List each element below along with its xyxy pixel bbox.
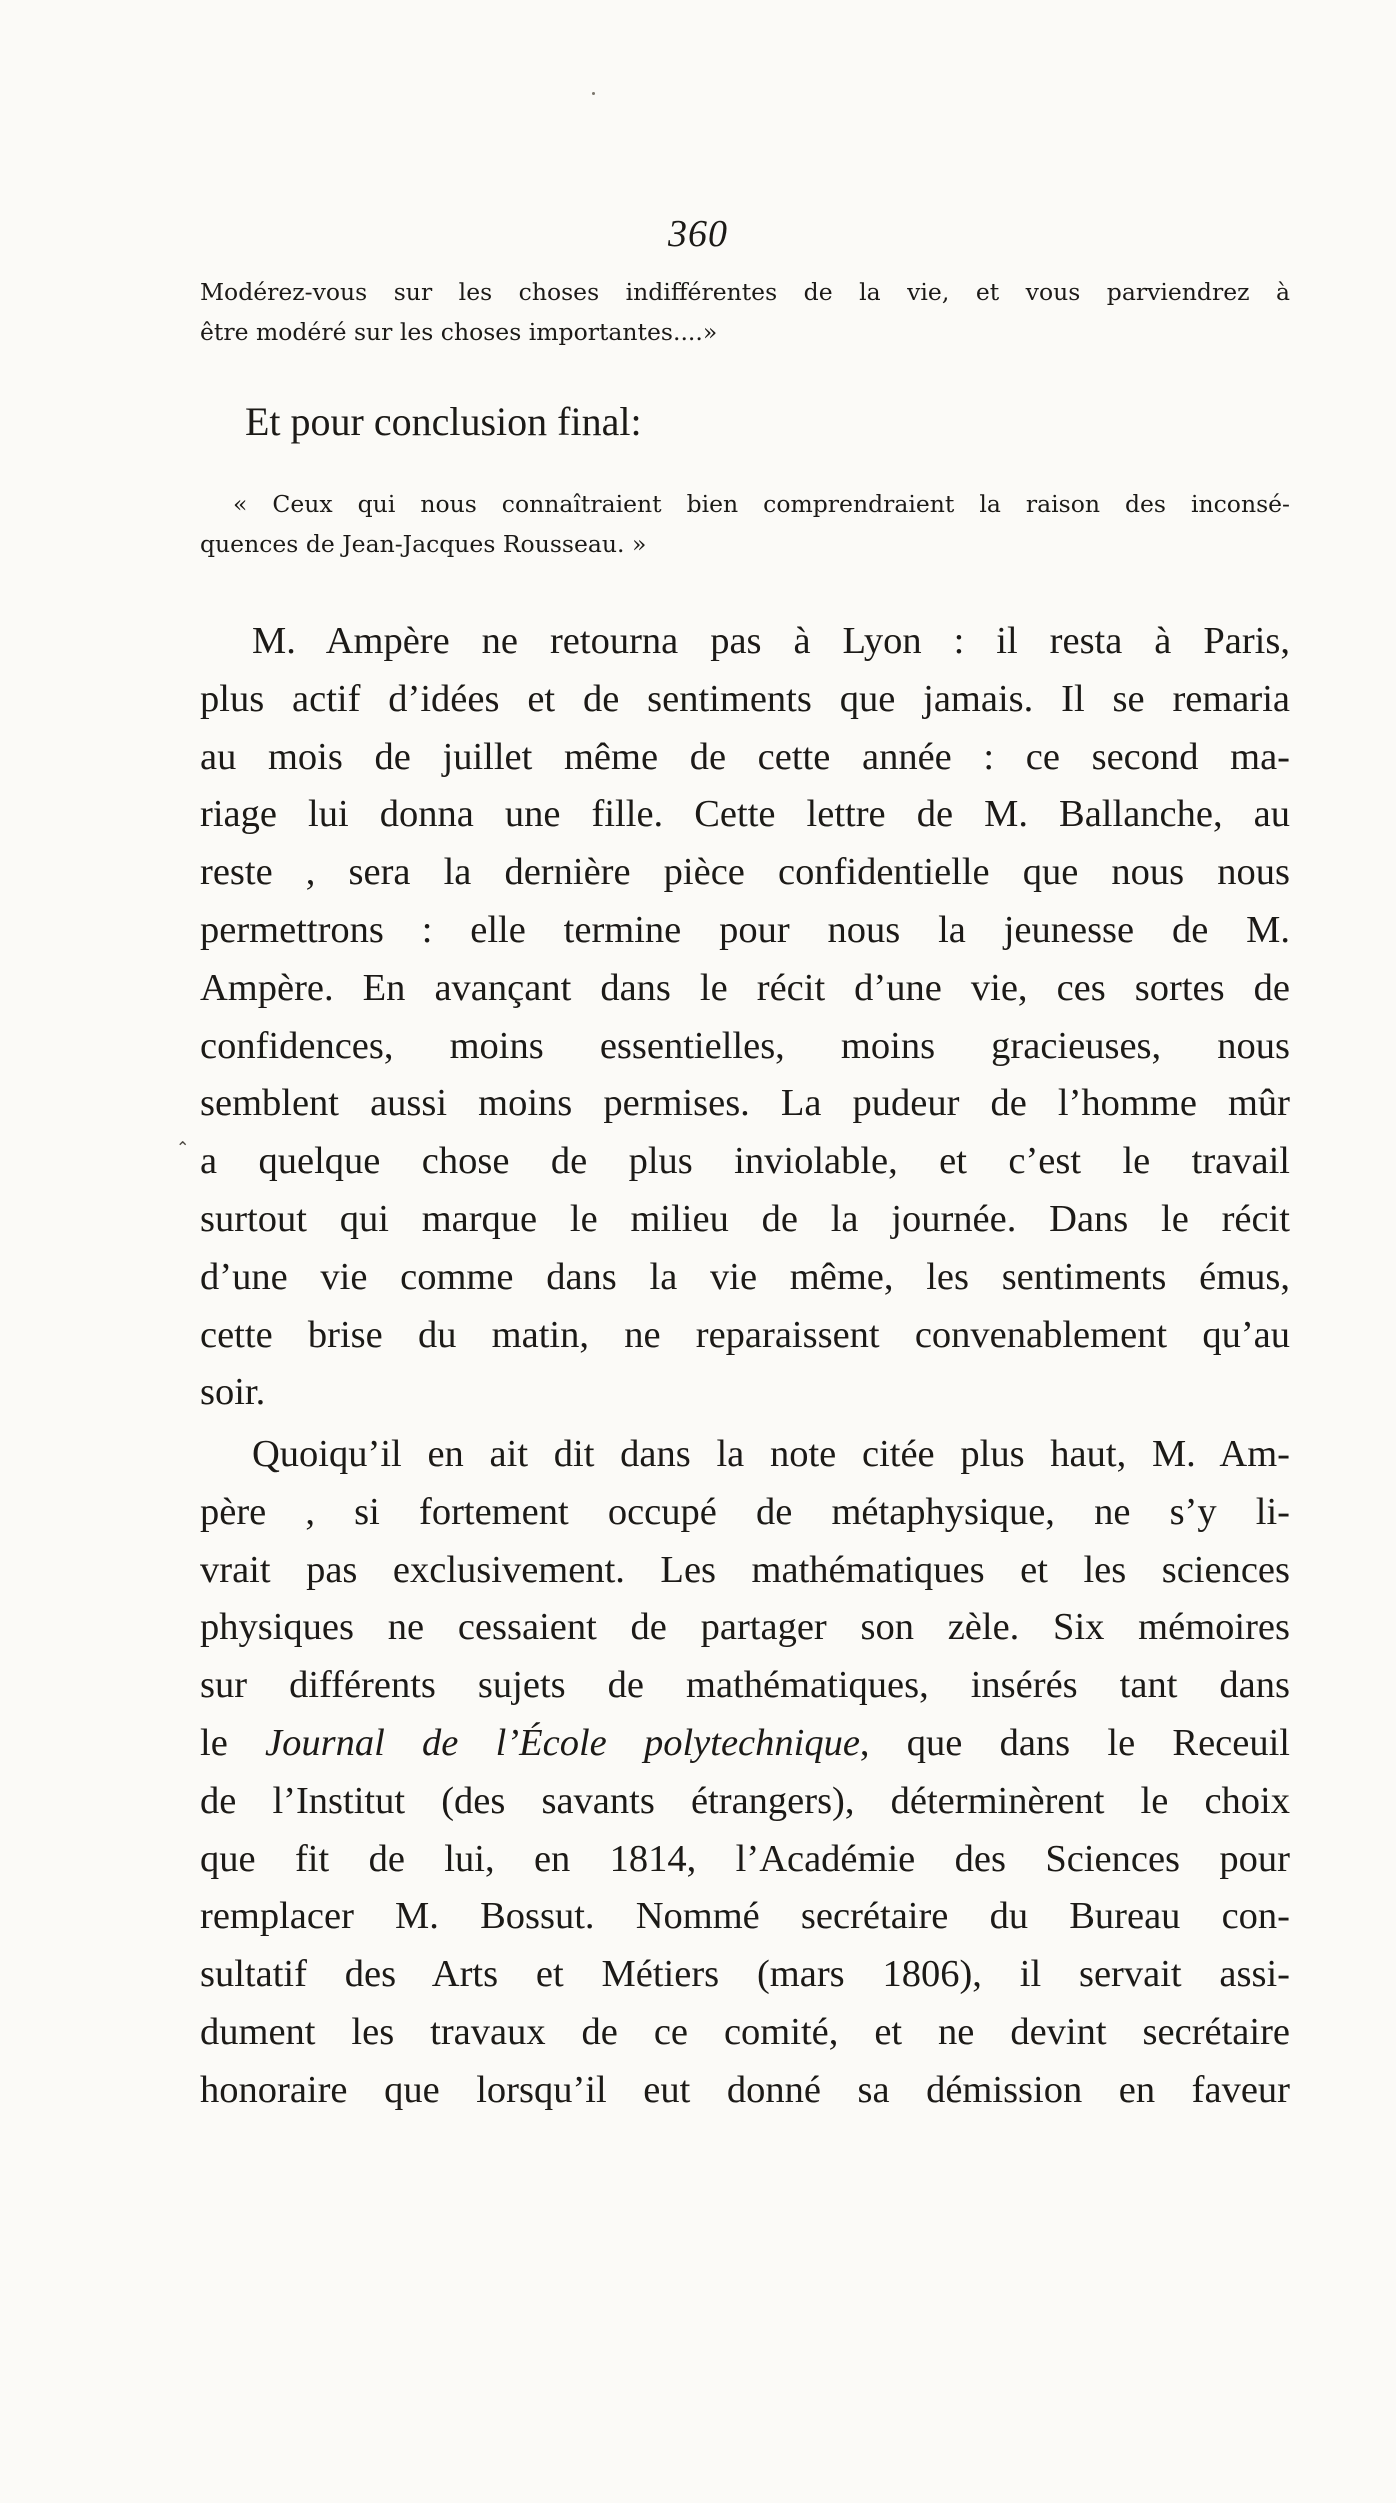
- quote-ending-line: Modérez-vous sur les choses indifférentes de la vie, et vous parviendrez à: [200, 278, 1290, 306]
- paragraph-line: Ampère. En avançant dans le récit d’une vie, ces sortes de: [200, 966, 1290, 1009]
- paragraph-line: plus actif d’idées et de sentiments que jamais. Il se remaria: [200, 677, 1290, 720]
- line-text: le: [200, 1721, 266, 1764]
- paragraph-line: soir.: [200, 1371, 266, 1414]
- paper-speck: [592, 92, 595, 95]
- paragraph-line: semblent aussi moins permises. La pudeur de l’homme mûr: [200, 1082, 1290, 1125]
- paragraph-2: [200, 1426, 1290, 2120]
- paragraph-line: a quelque chose de plus inviolable, et c’est le travail: [200, 1140, 1290, 1183]
- paragraph-line: dument les travaux de ce comité, et ne devint secrétaire: [200, 2010, 1290, 2053]
- paragraph-line: cette brise du matin, ne reparaissent convenablement qu’au: [200, 1313, 1290, 1356]
- page-number: 360: [668, 213, 728, 255]
- section-heading: [200, 397, 1290, 447]
- paragraph-1: [200, 613, 1290, 1422]
- paragraph-line: confidences, moins essentielles, moins gracieuses, nous: [200, 1024, 1290, 1067]
- margin-mark: ⌃: [176, 1138, 190, 1157]
- paragraph-line: [200, 1715, 1290, 1773]
- paragraph-line: remplacer M. Bossut. Nommé secrétaire du Bureau con-: [200, 1895, 1290, 1938]
- rousseau-quote: [200, 484, 1290, 564]
- paragraph-line: Quoiqu’il en ait dit dans la note citée plus haut, M. Am-: [252, 1433, 1290, 1475]
- paragraph-line: permettrons : elle termine pour nous la jeunesse de M.: [200, 908, 1290, 951]
- paragraph-line: sultatif des Arts et Métiers (mars 1806), il servait assi-: [200, 1953, 1290, 1996]
- quote-line: « Ceux qui nous connaîtraient bien comprendraient la raison des inconsé-: [233, 490, 1290, 518]
- line-text: , que dans le Receuil: [859, 1721, 1290, 1764]
- paragraph-line: vrait pas exclusivement. Les mathématiques et les sciences: [200, 1548, 1290, 1591]
- paragraph-line: d’une vie comme dans la vie même, les sentiments émus,: [200, 1255, 1290, 1298]
- paragraph-line: au mois de juillet même de cette année : ce second ma-: [200, 735, 1290, 778]
- paragraph-line: riage lui donna une fille. Cette lettre de M. Ballanche, au: [200, 793, 1290, 836]
- quote-ending: [200, 272, 1290, 352]
- heading-text: Et pour conclusion final:: [245, 399, 642, 444]
- paragraph-line: père , si fortement occupé de métaphysique, ne s’y li-: [200, 1490, 1290, 1533]
- paragraph-line: sur différents sujets de mathématiques, insérés tant dans: [200, 1664, 1290, 1707]
- paragraph-line: que fit de lui, en 1814, l’Académie des Sciences pour: [200, 1837, 1290, 1880]
- quote-line: quences de Jean-Jacques Rousseau. »: [200, 530, 647, 558]
- journal-title: Journal de l’École polytechnique: [265, 1721, 860, 1764]
- paragraph-line: honoraire que lorsqu’il eut donné sa démission en faveur: [200, 2068, 1290, 2111]
- quote-ending-line: être modéré sur les choses importantes....»: [200, 318, 718, 346]
- paragraph-line: physiques ne cessaient de partager son zèle. Six mémoires: [200, 1606, 1290, 1649]
- paragraph-line: M. Ampère ne retourna pas à Lyon : il resta à Paris,: [252, 620, 1290, 662]
- paragraph-line: surtout qui marque le milieu de la journée. Dans le récit: [200, 1197, 1290, 1240]
- paragraph-line: de l’Institut (des savants étrangers), déterminèrent le choix: [200, 1779, 1290, 1822]
- paragraph-line: reste , sera la dernière pièce confidentielle que nous nous: [200, 851, 1290, 894]
